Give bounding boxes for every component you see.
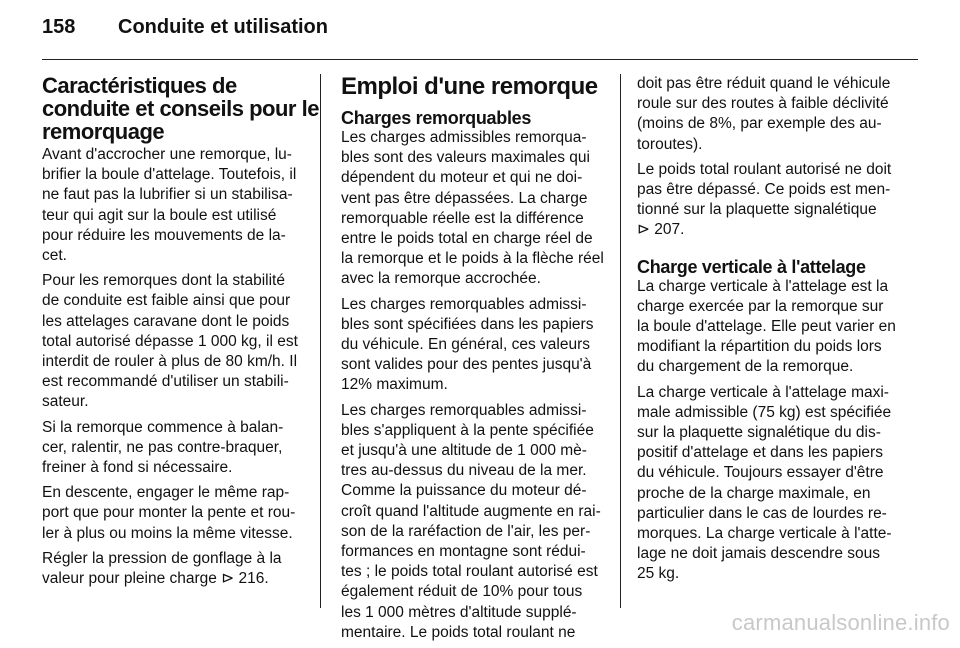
text-line: 12% maximum. <box>341 376 448 394</box>
text-line: Les charges remorquables admissi- <box>341 401 587 419</box>
text-line: 25 kg. <box>637 565 680 583</box>
header-rule <box>42 59 918 60</box>
paragraph <box>42 418 306 479</box>
text-line: et jusqu'à une altitude de 1 000 mè- <box>341 442 587 460</box>
section-heading-towing-tips <box>42 73 319 144</box>
text-line: mentaire. Le poids total roulant ne <box>341 623 576 641</box>
text-line: pour réduire les mouvements de la- <box>42 226 286 244</box>
text-line: positif d'attelage et dans les papiers <box>637 444 883 462</box>
text-line: formances en montagne sont rédui- <box>341 543 586 561</box>
paragraph <box>42 271 306 412</box>
text-line: brifier la boule d'attelage. Toutefois, il <box>42 166 297 184</box>
text-line: remorquage <box>42 119 165 144</box>
column-3-paragraphs-top <box>637 74 901 241</box>
text-line: tes ; le poids total roulant autorisé est <box>341 563 598 581</box>
text-line: morques. La charge verticale à l'atte- <box>637 525 892 543</box>
text-line: Caractéristiques de <box>42 73 237 98</box>
text-line: Comme la puissance du moteur dé- <box>341 482 587 500</box>
text-line: les attelages caravane dont le poids <box>42 312 290 330</box>
text-line: du véhicule. En général, ces valeurs <box>341 336 591 354</box>
text-line: cet. <box>42 247 67 265</box>
column-2 <box>341 74 605 648</box>
text-line: est recommandé d'utiliser un stabili- <box>42 373 289 391</box>
text-line: la boule d'attelage. Elle peut varier en <box>637 318 896 336</box>
text-line: male admissible (75 kg) est spécifiée <box>637 403 892 421</box>
text-line: Le poids total roulant autorisé ne doit <box>637 160 892 178</box>
text-line: ler à plus ou moins la même vitesse. <box>42 524 293 542</box>
text-line: Pour les remorques dont la stabilité <box>42 272 285 290</box>
text-line: du véhicule. Toujours essayer d'être <box>637 464 884 482</box>
text-line: avec la remorque accrochée. <box>341 270 541 288</box>
text-line: La charge verticale à l'attelage est la <box>637 277 889 295</box>
text-line: remorquable réelle est la différence <box>341 209 584 227</box>
text-line: lage ne doit jamais descendre sous <box>637 545 880 563</box>
text-line: bles s'appliquent à la pente spécifiée <box>341 421 594 439</box>
text-line: la remorque et le poids à la flèche réel <box>341 250 604 268</box>
text-line: port que pour monter la pente et rou- <box>42 504 296 522</box>
paragraph <box>637 160 901 241</box>
text-line: toroutes). <box>637 135 703 153</box>
text-line: charge exercée par la remorque sur <box>637 297 884 315</box>
text-line: bles sont spécifiées dans les papiers <box>341 315 594 333</box>
paragraph <box>42 483 306 544</box>
text-line: interdit de rouler à plus de 80 km/h. Il <box>42 353 298 371</box>
section-heading-trailer-use: Emploi d'une remorque <box>341 73 598 100</box>
text-line: son de la raréfaction de l'air, les per- <box>341 522 591 540</box>
text-line: sateur. <box>42 393 89 411</box>
text-line: modifiant la répartition du poids lors <box>637 338 882 356</box>
text-line: En descente, engager le même rap- <box>42 484 290 502</box>
text-line: roule sur des routes à faible déclivité <box>637 95 889 113</box>
text-line: pas être dépassé. Ce poids est men- <box>637 181 891 199</box>
text-line: tres au-dessus du niveau de la mer. <box>341 462 587 480</box>
column-divider-1 <box>320 74 321 608</box>
text-line: tionné sur la plaquette signalétique <box>637 201 877 219</box>
column-1-paragraphs <box>42 145 306 589</box>
paragraph <box>42 145 306 266</box>
page-number: 158 <box>42 16 76 38</box>
chapter-title: Conduite et utilisation <box>118 16 328 38</box>
text-line: entre le poids total en charge réel de <box>341 230 593 248</box>
text-line: Avant d'accrocher une remorque, lu- <box>42 146 292 163</box>
text-line: total autorisé dépasse 1 000 kg, il est <box>42 332 298 350</box>
text-line: Régler la pression de gonflage à la <box>42 549 282 567</box>
column-3-paragraphs-bottom <box>637 277 901 585</box>
text-line: Les charges remorquables admissi- <box>341 295 587 313</box>
paragraph <box>637 383 901 585</box>
column-1 <box>42 73 319 594</box>
text-line: sur la plaquette signalétique du dis- <box>637 424 881 442</box>
text-line: de conduite est faible ainsi que pour <box>42 292 291 310</box>
text-line: (moins de 8%, par exemple des au- <box>637 115 882 133</box>
text-line: La charge verticale à l'attelage maxi- <box>637 383 889 401</box>
text-line: proche de la charge maximale, en <box>637 484 871 502</box>
text-line: croît quand l'altitude augmente en rai- <box>341 502 601 520</box>
text-line: doit pas être réduit quand le véhicule <box>637 75 891 92</box>
column-2-paragraphs <box>341 128 605 643</box>
column-3 <box>637 74 901 590</box>
text-line: dépendent du moteur et qui ne doi- <box>341 169 583 187</box>
text-line: vent pas être dépassées. La charge <box>341 189 588 207</box>
watermark: carmanualsonline.info <box>731 610 950 635</box>
text-line: bles sont des valeurs maximales qui <box>341 149 590 167</box>
page-header <box>42 16 328 46</box>
text-line: conduite et conseils pour le <box>42 96 319 121</box>
text-line: Si la remorque commence à balan- <box>42 418 284 436</box>
column-divider-2 <box>620 74 621 608</box>
paragraph <box>341 401 605 643</box>
text-line: teur qui agit sur la boule est utilisé <box>42 206 277 224</box>
text-line: freiner à fond si nécessaire. <box>42 459 233 477</box>
text-line: cer, ralentir, ne pas contre-braquer, <box>42 438 283 456</box>
text-line: sont valides pour des pentes jusqu'à <box>341 356 592 374</box>
paragraph <box>42 549 306 589</box>
text-line: du chargement de la remorque. <box>637 358 854 376</box>
paragraph <box>637 277 901 378</box>
paragraph <box>341 295 605 396</box>
text-line: ne faut pas la lubrifier si un stabilisa- <box>42 186 293 204</box>
text-line: également réduit de 10% pour tous <box>341 583 583 601</box>
text-line: ⊳ 207. <box>637 221 685 239</box>
text-line: particulier dans le cas de lourdes re- <box>637 504 887 522</box>
text-line: Les charges admissibles remorqua- <box>341 129 587 146</box>
paragraph <box>637 74 901 155</box>
subheading-trailer-loads: Charges remorquables <box>341 108 532 128</box>
subheading-vertical-load: Charge verticale à l'attelage <box>637 256 866 277</box>
text-line: les 1 000 mètres d'altitude supplé- <box>341 603 577 621</box>
paragraph <box>341 128 605 290</box>
text-line: valeur pour pleine charge ⊳ 216. <box>42 570 269 588</box>
